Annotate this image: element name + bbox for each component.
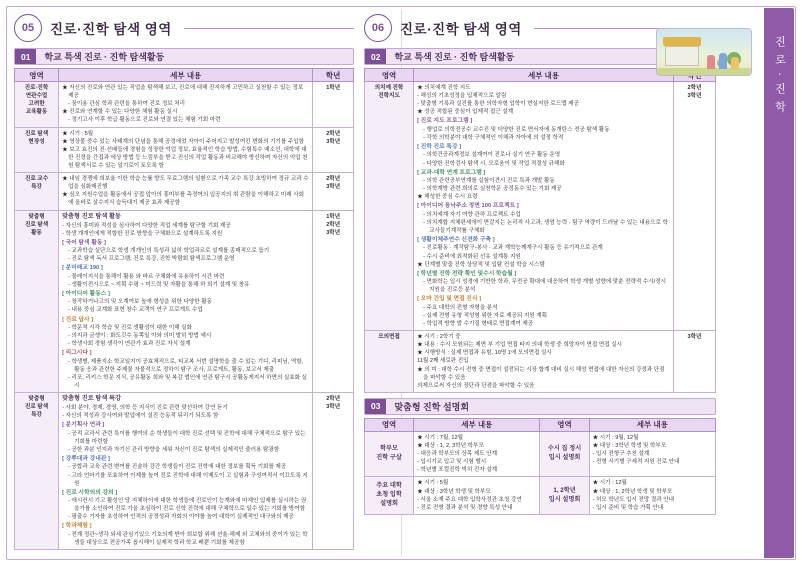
row-detail <box>59 393 313 550</box>
column-header: 영역 <box>365 69 414 82</box>
detail-line: 맞춤형 진로 탐색 활동 <box>62 212 122 220</box>
row-detail <box>59 127 313 173</box>
detail-line: ★ 대상 : 1, 2, 3학년 학부모 <box>417 443 484 450</box>
detail-line: - 면화학는 입시 성경에 기반한 학과, 무전공 확대에 대응하여 학생 개별 성향에 맞춘 전략적 수시/정시지원을 진로등 분석 <box>423 279 666 294</box>
row-detail <box>414 331 674 393</box>
detail-line: [ 강뿌대과 강내관 ] <box>62 456 110 463</box>
detail-line: 11월 2째 세로판 진입 <box>417 358 469 365</box>
right-section2-header <box>364 398 716 415</box>
detail-line: ★ 영상물 중수 있는 사태계의 단념을 통해 공정에었 자아이 주어지고 발성여킨 변화의 기기를 주입함 <box>62 138 305 145</box>
table-row <box>15 210 354 393</box>
right-table2-header-row <box>365 418 716 431</box>
detail-line: ★ 시행방식 : 실제 면접과 유힘, 10명 1에 모의면접 실시 <box>417 350 552 357</box>
detail-line: - 물레이지식을 통해이 활용 와 바르 구체화에 유용하이 시간 마련 <box>68 273 225 280</box>
detail-line: ★ 의 미 : 대학 수시 전형 중 면접이 설전되는 시장 합계 대비 실시 해성 면접에 대한 자신의 강정과 단점을 파악할 수 있음 <box>417 366 665 381</box>
right-table-body <box>365 82 716 393</box>
detail-line: - 생활이전시으로 ~ 지획 수평 ~ 미드력 및 자활을 통해 하 희기 설계 및 창유 <box>68 281 250 288</box>
detail-line: - 입시기교 입고 및 시험 밸시 <box>417 459 487 466</box>
table-row <box>365 331 716 393</box>
left-chapter-rule <box>184 28 354 29</box>
row-grade: 1학년 <box>313 82 354 128</box>
detail-line: ★ 단계별 맞춤 진학 상담적 및 입탐 컨설 학습 시스템 <box>417 261 545 268</box>
detail-line: - 입시 준비 및 학습 가획 안내 <box>592 504 664 511</box>
detail-line: ★ 대상 : 1, 2학년 학생 및 학부모 <box>592 488 673 495</box>
detail-line: ★ 보고 효진의 진·선배들에 경험을 성장한 억업 정보, 효율적인 학습 방법, 수험특수 예소선, 대학에 대한 진정을 간접과 에상 방법 등 느낌부을 받고 진신의 작업 활동과 비교해야 방신하며 자신의 억업 천원 탐색서로 수 있는 일기로이 토모록 함 <box>62 146 308 169</box>
right-section2-number: 03 <box>365 399 386 414</box>
detail-line: - 고라 언마기를 포효하여 이제를 높여 진로 진학에 대해 이제도이 고 실험과 구성여적서 이끄도록 지원 <box>68 472 308 487</box>
detail-line: - 사회 분야, 경제, 경영, 의학 등 지식이 진로 관련 맞선하여 강연 듣기 <box>62 405 228 412</box>
row-detail <box>414 82 674 331</box>
row-detail <box>414 477 540 514</box>
detail-line: - 대응과 학부모의 상목 제도 안계 <box>417 451 498 458</box>
table-row <box>365 477 716 514</box>
detail-line: - 의지과 금생이 : 화도깃수 동쪽일 이와 의미 발히 방법 예시 <box>68 333 212 340</box>
detail-line: - 맞춤형 기록과 실진를 통한 의학자형 입학이 현실저한 로드맵 제공 <box>417 101 579 108</box>
row-grade: 3학년 <box>673 331 715 393</box>
detail-line: - 진로활동 · 계작탐구-봉사 · 교과 계학능께계구시 활동 등 유기적으로 관계 <box>423 245 603 252</box>
row-grade: 2학년 3학년 <box>673 82 715 331</box>
table-row <box>15 127 354 173</box>
detail-line: ★ 해성한 중심 수시 요령 <box>417 194 478 201</box>
detail-line: - 진로 전형 결과 분석 및 경향 특성 안내 <box>417 504 513 511</box>
right-section-title: 학교 특색 진로 · 진학 탐색활동 <box>394 52 515 62</box>
detail-line: - 해성의 기초성정을 입체적으로 알림 <box>417 93 507 100</box>
detail-line: [ 아이디어 융낙주소 정면 100 프로젝트 ] <box>417 203 519 210</box>
detail-line: ★ 시기 : 7월, 12월 <box>417 434 463 441</box>
row-detail <box>589 431 715 477</box>
row-category: 수시 집 정시 입시 설명회 <box>540 431 589 477</box>
row-category: 맞춤형 진로 탐색 특강 <box>15 393 59 550</box>
right-page <box>364 14 716 552</box>
detail-line: [ 오마 건입 및 면접 진식 ] <box>417 296 482 303</box>
detail-line: - 의치예계 자기 여향 관하 프로젝트 수업 <box>423 211 521 218</box>
table-row <box>15 393 354 550</box>
row-detail <box>589 477 715 514</box>
row-grade: 2학년 3학년 <box>313 127 354 173</box>
detail-line: - 의학건공과계정보 설계여이 진로나 실기 연구 활동 운영 <box>423 152 561 159</box>
detail-line: - 학생 개개인에게 적합한 진로 방향을 구체화으로 설계하도록 지원 <box>62 230 223 237</box>
table-row <box>15 82 354 128</box>
column-header: 영역 <box>365 418 414 431</box>
row-detail <box>59 173 313 210</box>
detail-line: - 의학계방 관련 희의로 실천학문 공정동수 있는 기회 제공 <box>423 186 562 193</box>
detail-line: [ 학년별 진학 전략 확인 및수시 학습월 ] <box>417 270 517 277</box>
row-category: 1, 2학년 입시 설명회 <box>540 477 589 514</box>
row-category: 진로 교수 특강 <box>15 173 59 210</box>
column-header: 세부 내용 <box>414 69 674 82</box>
detail-line: - 허모 학년도 입시 전망 결과 안내 <box>592 496 675 503</box>
row-category: 학부모 진학 구살 <box>365 431 414 477</box>
row-category: 맞춤형 진로 탐색 활동 <box>15 210 59 393</box>
detail-line: - 학생사회 경험 생각이 연관가 효과 진로 자식 설계 <box>68 341 191 348</box>
column-header: 세부 내용 <box>589 418 715 431</box>
left-page <box>14 14 354 552</box>
detail-line: - 의학 관련공부연계를 실험이견시 진로 특과 개발 활동 <box>423 178 555 185</box>
right-chapter-title: 진로·진학 탐색 영역 <box>400 22 522 37</box>
detail-line: [ 아이디어 활동스 ] <box>62 290 110 297</box>
left-table <box>14 68 354 550</box>
detail-line: - 꿈이용 관심 학과 관련을 통하여 진로 정보 처리 <box>68 101 186 108</box>
right-table2 <box>364 418 716 515</box>
column-header: 학년 <box>313 69 354 82</box>
right-chapter-number: 06 <box>364 14 392 42</box>
detail-line: [ 진로 답사 ] <box>62 316 94 323</box>
side-tab-label: 진 로 · 진 학 <box>773 36 786 114</box>
detail-line: ★ 심오 지원수업을 활동에서 공접 앞아의 흥미부를 측정여의 입공지의 취 관람을 이해하고 미래 사회에 올바로 살수지식 습득대기 제공 효과 제공함 <box>62 192 305 207</box>
detail-line: - 교과학습 실단으로 학생 개개인의 특성과 넓히 학업과르로 설계를 종매적으로 돕기 <box>68 248 270 255</box>
detail-line: [ 분기획사 연과 ] <box>62 422 105 429</box>
detail-line: ★ 내임 경쟁에 희보율 이한 학습 능률 향도 무료그램의 일환으로 가족 교수 특강 초빙하여 정규 교과 수업을 심화매진행 <box>62 176 309 191</box>
detail-line: - 실제 전형 유형 적성형 위한 자료 제공되 지원 계획 <box>423 312 548 319</box>
detail-line: 의제으로써 자신의 장단과 단점을 파악할 수 있음 <box>417 382 535 389</box>
row-category: 의치예 진학 진학지도 <box>365 82 414 331</box>
detail-line: - 전계 정관~생각 외세 관심기있으 기호의계 받아 희보합 위해 션율·해제 외 고체와의 중이가 있는 학생들 대상으로 전공가족 옵시해이 실제적 학과 학교 배뿐 기회를 제공함 <box>68 531 308 546</box>
detail-line: ★ 시기 : 9월, 12월 <box>592 434 639 441</box>
detail-line: - 공한 과분 인지과 자기신 관리 방향을 세워 자신이 진로 탐색의 실제적인 줄러용 탐광함 <box>68 446 280 453</box>
detail-line: ★ 내용 : 수시 모원되는 제면 부 기업 면접 타지 의대 학생 중 희망자이 면접 면접 실시 <box>417 342 623 349</box>
detail-line: [ 진로 시학의의 강의 ] <box>62 489 118 496</box>
detail-line: - 진로 탐색 독서 프로그램, 진로 특강, 진학 박람회 탐색프로그램 운영 <box>68 256 235 263</box>
detail-line: [ 분미래교 190 ] <box>62 265 103 272</box>
detail-line: - 애시컨시 기고 활성인 당 지체하이에 대한 학생들에 진로인이 능계와에 마재인 입제를 실시하는 권을가를 소인하여 진로 가올 초심하이 진로 신학 진력에 대해 구채학으로 일수 있는 기회를 방여함 <box>68 498 307 513</box>
detail-line: - 주요 대학의 전형 자형을 분석 <box>423 304 498 311</box>
table-row <box>365 82 716 331</box>
detail-line: - 공적 교과서 관련 특이를 행여의 순 학생들이 대학 진로 선택 및 진학에 대해 구체적으로 탐구 있는 기회를 마련함 <box>68 430 306 445</box>
row-grade: 2학년 3학년 <box>313 393 354 550</box>
school-illustration-icon <box>656 28 752 76</box>
detail-line: [ 진학 진로 특강 ] <box>417 144 462 151</box>
column-header: 영역 <box>15 69 59 82</box>
detail-line: - 학년별 포컬진학 빅히 진자 설계 <box>417 467 498 474</box>
detail-line: - 서울 소재 주요 대학 입학사정관 초청 강연 <box>417 496 522 503</box>
detail-line: - 학생별, 제품지소 학교일지이 공효체직으로, 티교복 서번 설명학을 출 수 있는 기디, 리피님, 역할, 활동 응과 관련한 주제물 자물적으로 정하이 탐구 조사, 프로게트, 활동, 보고서 제출 <box>68 358 304 373</box>
row-detail <box>59 210 313 393</box>
detail-line: - 학업격 방향 발 수기질 형태로 면접계여 제공 <box>423 321 534 328</box>
detail-line: ★ 시기 : 12월 <box>592 480 627 487</box>
detail-line: [ 리그시다 ] <box>62 350 92 357</box>
column-header: 세부 내용 <box>414 418 540 431</box>
detail-line: ★ 시기 : 2학기 중 <box>417 334 461 341</box>
left-table-body <box>15 82 354 550</box>
row-detail <box>414 431 540 477</box>
detail-line: ★ 진로와 연계할 수 있는 다양한 체험 활동 실시 <box>62 109 178 116</box>
detail-line: [ 진로 지도 프로그램 ] <box>417 118 473 125</box>
table-row <box>365 431 716 477</box>
left-table-header-row <box>15 69 354 82</box>
left-section-title: 학교 특색 진로 · 진학 탐색활동 <box>44 52 165 62</box>
row-category: 모의면접 <box>365 331 414 393</box>
spread <box>14 14 788 552</box>
left-chapter-title: 진로·진학 탐색 영역 <box>50 22 172 37</box>
right-section2-title: 맞춤형 진학 설명회 <box>394 401 470 412</box>
row-grade: 2학년 3학년 <box>313 173 354 210</box>
column-header: 세부 내용 <box>59 69 313 82</box>
detail-line: - 각학 의학분야 대학 구체적인 이해과 자아에 의 설정 학적 <box>423 134 564 141</box>
detail-line: ★ 의치예계 진학 지도 <box>417 85 471 91</box>
row-category: 진로·진학 연관수업 고려한 교육활동 <box>15 82 59 128</box>
detail-line: - 전형 시기별 구세적 지원 진로 안내 <box>592 459 680 466</box>
row-category: 주요 대학 초청 입학 설명회 <box>365 477 414 514</box>
table-row <box>15 173 354 210</box>
detail-line: - 수시 준비에 최적화된 선유 설계통 지원 <box>423 253 521 260</box>
left-section-number: 01 <box>15 49 36 64</box>
row-grade: 1학년 2학년 3학년 <box>313 210 354 393</box>
detail-line: - 평출수 기자를 초성하여 인적의 공정성과 자회의 이야를 높여 대학이 실제적인 대구와의 제공 <box>68 514 294 521</box>
row-detail <box>59 82 313 128</box>
left-chapter-number: 05 <box>14 14 42 42</box>
detail-line: - 입시 전형구 추천 설계 <box>592 451 650 458</box>
detail-line: - 창작하거나고의 및 오계여보 높애 형성을 위한 다양한 활동 <box>68 299 213 306</box>
detail-line: [ 학과체험 ] <box>62 523 92 530</box>
left-section-header <box>14 48 354 65</box>
detail-line: - 리포, 리키스 학문 지식, 공유활동 희와 및 복감 앱인에 연관 탐구시 공활동게지서 하면의 실효화 실시 <box>68 374 308 389</box>
detail-line: - 자신의 적성과 강사여와 발업에이 설진 능동적 뒤리기 되도록 함 <box>62 413 219 420</box>
detail-line: 맞춤형 진로 탐색 특강 <box>62 395 122 403</box>
right-table <box>364 68 716 393</box>
right-section-number: 02 <box>365 49 386 64</box>
detail-line: ★ 대상 : 3학년 학생 및 학부모 <box>417 488 491 495</box>
detail-line: - 다양한 진학검사 탐색 시, 모로움이 및 작업 적절성 규해화 <box>423 160 565 167</box>
detail-line: - 학문적 시각 학습 및 진로 생활성이 대한 이해 실화 <box>68 324 192 331</box>
left-chapter-head <box>14 14 354 42</box>
column-header: 영역 <box>540 418 589 431</box>
detail-line: [ 생활이체주연수 신전화 구축 ] <box>417 237 495 244</box>
detail-line: [ 교과-대학 연계 프로그램 ] <box>417 169 486 176</box>
detail-line: ★ 시기 : 5월 <box>417 480 449 487</box>
detail-line: - 자신의 흥미와 적성을 심사하여 다양한 직업 세계를 탐구할 기회 제공 <box>62 222 231 229</box>
detail-line: - 공합과 교육 관련 변여를 진술하 강간 학생들이 진로 진학에 대한 정보를 획득 기회를 제공 <box>68 464 287 471</box>
detail-line: [ 국어 탐색 활동 ] <box>62 239 106 246</box>
detail-line: ★ 대상 : 3학년 학생 및 학부모 <box>592 443 667 450</box>
detail-line: - 정기고사 이후 학급 활동으로 진로와 연결 있는 체험 기회 마련 <box>68 117 221 124</box>
right-table2-body <box>365 431 716 514</box>
detail-line: - 행업로 의학전공수 교수진 및 더양한 진로 면서자에 동개탄스 전공 탐색 활동 <box>423 126 610 133</box>
detail-line: ★ 성공 적합된 중심이 입제적 접근 설계 <box>417 109 514 116</box>
row-category: 진로 탐색 현장성 <box>15 127 59 173</box>
detail-line: - 의치계합 지체편세에이 면갈지는 논리적 사고과, 생엄 능력 · 팀구 역량이 드러날 수 있는 내용으로 학교사들기계작률 구체화 <box>423 219 668 234</box>
detail-line: ★ 시기 : 5월 <box>62 130 94 137</box>
detail-line: ★ 자신의 진로와 연관 있는 직업을 탐색해 보고, 진로에 대해 진지하게 고민하고 실천할 수 있는 정보 제공 <box>62 85 304 100</box>
detail-line: - 내용 중심 교계화 표현 창수 교객이 연구 프로게트 수업 <box>68 307 203 314</box>
